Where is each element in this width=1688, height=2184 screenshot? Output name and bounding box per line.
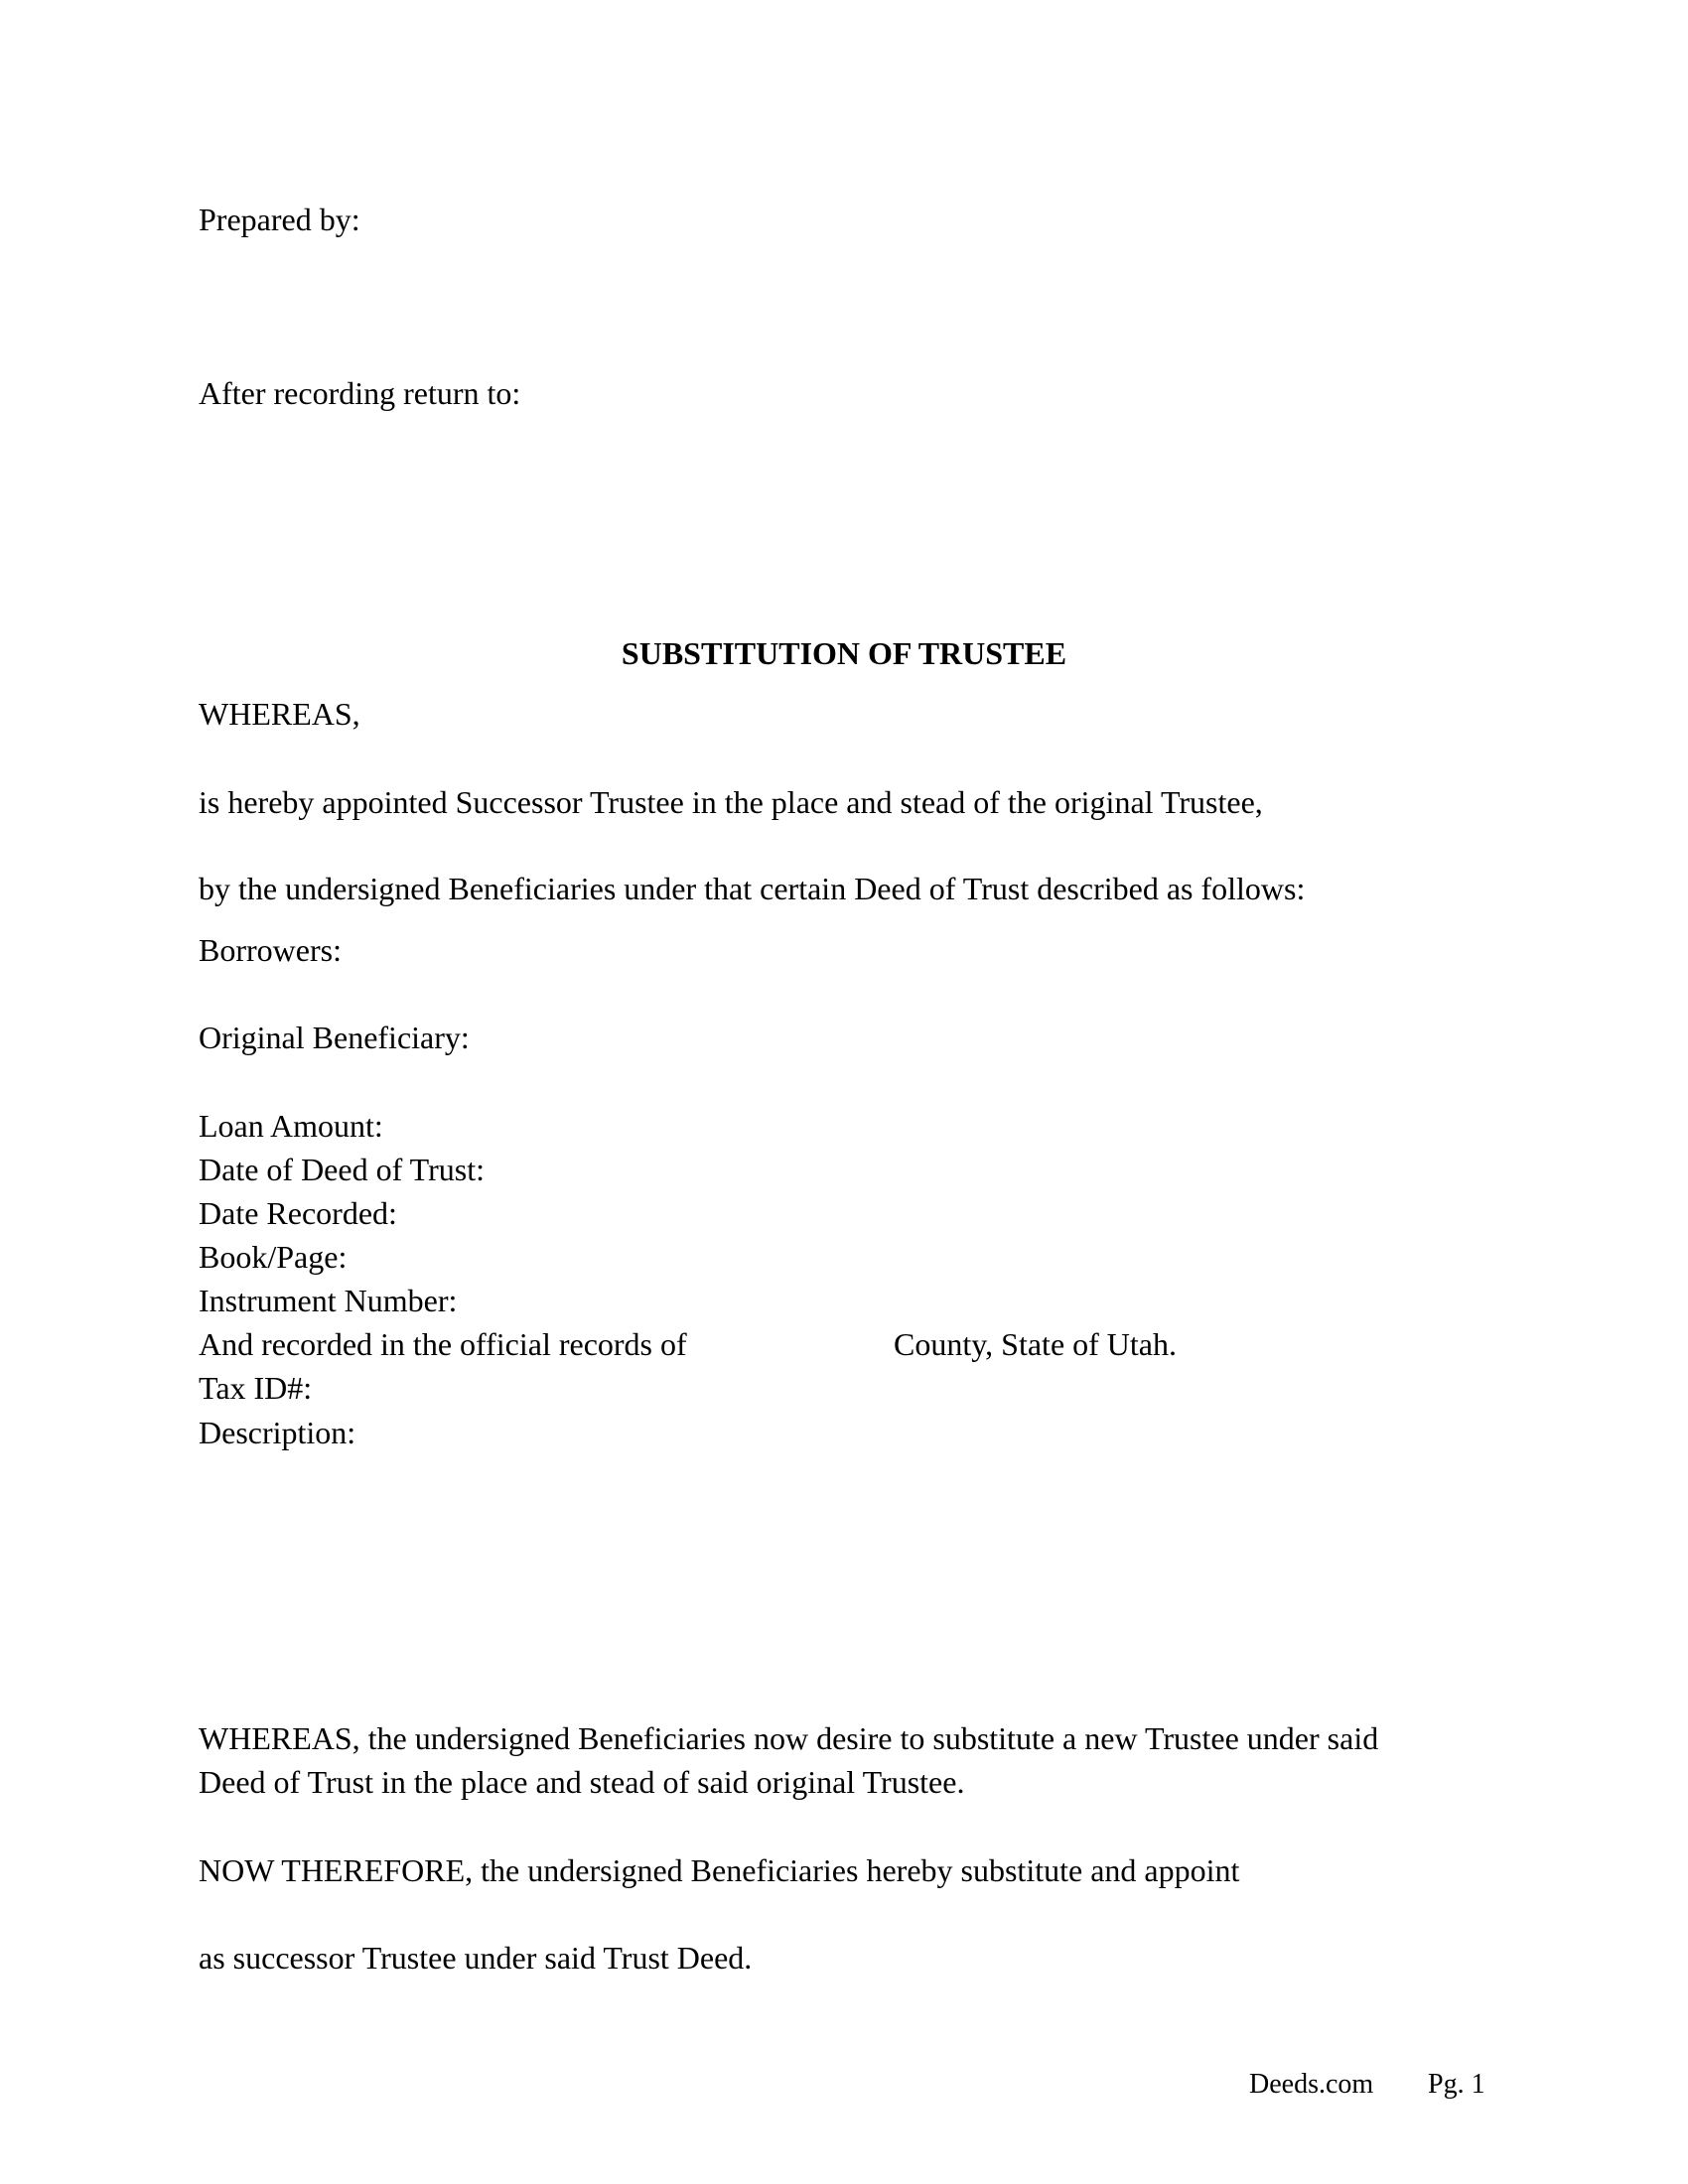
description-label: Description: xyxy=(199,1415,356,1450)
appointed-paragraph: is hereby appointed Successor Trustee in the place and stead of the original Trustee, xyxy=(199,784,1263,820)
now-therefore-paragraph: NOW THEREFORE, the undersigned Beneficiaries hereby substitute and appoint xyxy=(199,1852,1240,1888)
original-beneficiary-label: Original Beneficiary: xyxy=(199,1020,470,1055)
book-page-label: Book/Page: xyxy=(199,1239,348,1275)
date-of-deed-label: Date of Deed of Trust: xyxy=(199,1152,485,1187)
footer-site: Deeds.com xyxy=(1249,2069,1374,2100)
whereas-second-line1: WHEREAS, the undersigned Beneficiaries now desire to substitute a new Trustee under said xyxy=(199,1720,1379,1756)
recorded-in-label: And recorded in the official records of xyxy=(199,1326,687,1362)
document-title: SUBSTITUTION OF TRUSTEE xyxy=(621,635,1067,671)
instrument-number-label: Instrument Number: xyxy=(199,1283,458,1318)
county-state-label: County, State of Utah. xyxy=(894,1326,1177,1362)
whereas-first: WHEREAS, xyxy=(199,696,360,732)
date-recorded-label: Date Recorded: xyxy=(199,1195,397,1231)
prepared-by-label: Prepared by: xyxy=(199,202,360,237)
successor-paragraph: as successor Trustee under said Trust Deed. xyxy=(199,1940,753,1976)
loan-amount-label: Loan Amount: xyxy=(199,1108,383,1144)
return-to-label: After recording return to: xyxy=(199,375,521,411)
tax-id-label: Tax ID#: xyxy=(199,1370,313,1406)
beneficiaries-paragraph: by the undersigned Beneficiaries under that certain Deed of Trust described as follows: xyxy=(199,871,1306,906)
whereas-second-line2: Deed of Trust in the place and stead of said original Trustee. xyxy=(199,1764,965,1800)
borrowers-label: Borrowers: xyxy=(199,932,342,968)
footer-page-number: Pg. 1 xyxy=(1428,2069,1485,2100)
recorded-in-row xyxy=(199,1324,1177,1364)
